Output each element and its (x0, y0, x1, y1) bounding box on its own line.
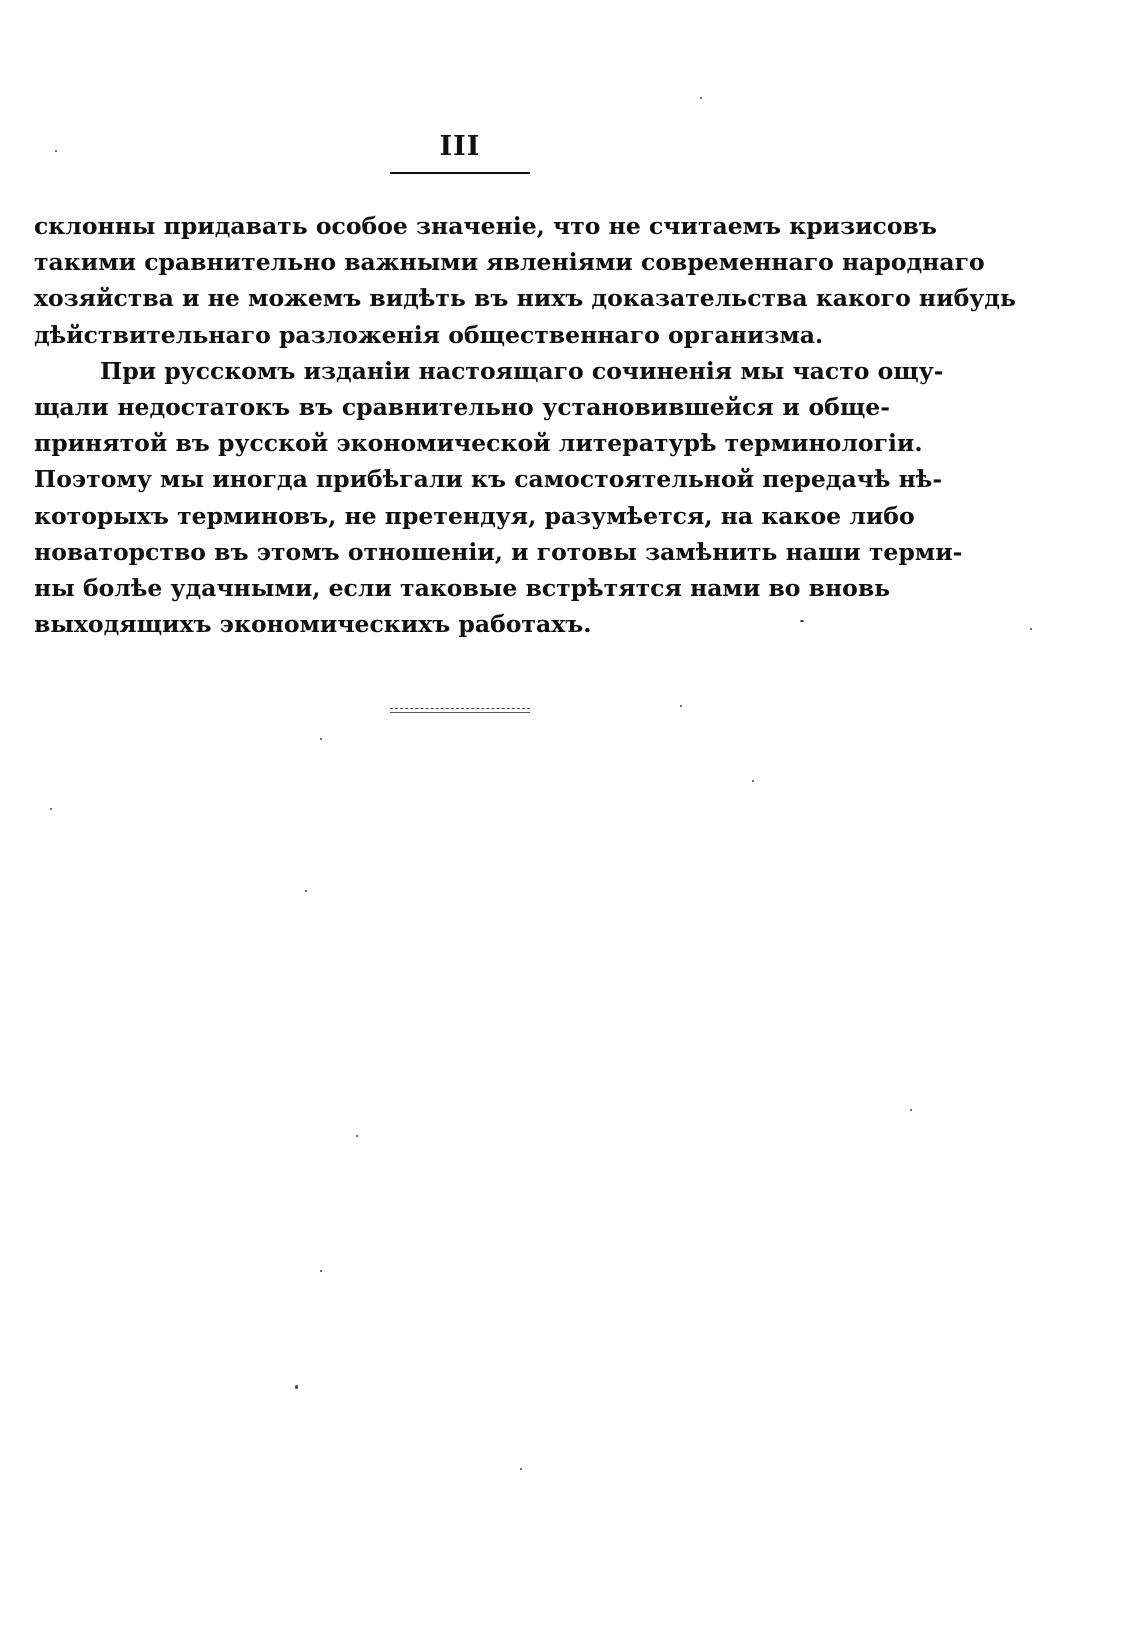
text-line: которыхъ терминовъ, не претендуя, разумѣется, на какое либо (34, 501, 915, 530)
scan-speck (305, 890, 307, 892)
text-line: новаторство въ этомъ отношеніи, и готовы замѣнить наши терми- (34, 537, 963, 566)
scan-speck (295, 1385, 298, 1389)
ornament-dashed-line (390, 708, 530, 709)
page-number: III (439, 131, 481, 162)
scan-speck (680, 705, 682, 707)
text-line: щали недостатокъ въ сравнительно установившейся и обще- (34, 393, 890, 422)
scan-speck (55, 150, 57, 152)
text-line: такими сравнительно важными явленіями современнаго народнаго (34, 248, 985, 277)
scan-speck (800, 620, 804, 622)
end-ornament-rule (390, 708, 530, 716)
scan-speck (1030, 628, 1032, 630)
scan-speck (520, 1468, 522, 1470)
scan-speck (910, 1109, 912, 1111)
header-rule (390, 172, 530, 174)
scan-speck (752, 780, 754, 782)
body-text (34, 208, 1016, 642)
paragraph-1 (34, 208, 1016, 353)
scan-speck (50, 808, 52, 810)
text-line: склонны придавать особое значеніе, что не считаемъ кризисовъ (34, 212, 937, 240)
paragraph-2 (34, 353, 963, 643)
scan-speck (356, 1135, 358, 1137)
text-line: ны болѣе удачными, если таковые встрѣтятся нами во вновь (34, 574, 891, 603)
scan-speck (700, 97, 702, 99)
text-line: выходящихъ экономическихъ работахъ. (34, 610, 592, 639)
scan-speck (320, 1270, 322, 1272)
text-line: Поэтому мы иногда прибѣгали къ самостоятельной передачѣ нѣ- (34, 465, 943, 494)
ornament-solid-line (390, 712, 530, 713)
text-line: При русскомъ изданіи настоящаго сочиненія мы часто ощу- (100, 356, 944, 385)
text-line: хозяйства и не можемъ видѣть въ нихъ доказательства какого нибудь (34, 284, 1016, 313)
scan-speck (320, 738, 322, 740)
text-line: дѣйствительнаго разложенія общественнаго организма. (34, 320, 824, 349)
text-line: принятой въ русской экономической литературѣ терминологіи. (34, 429, 923, 458)
